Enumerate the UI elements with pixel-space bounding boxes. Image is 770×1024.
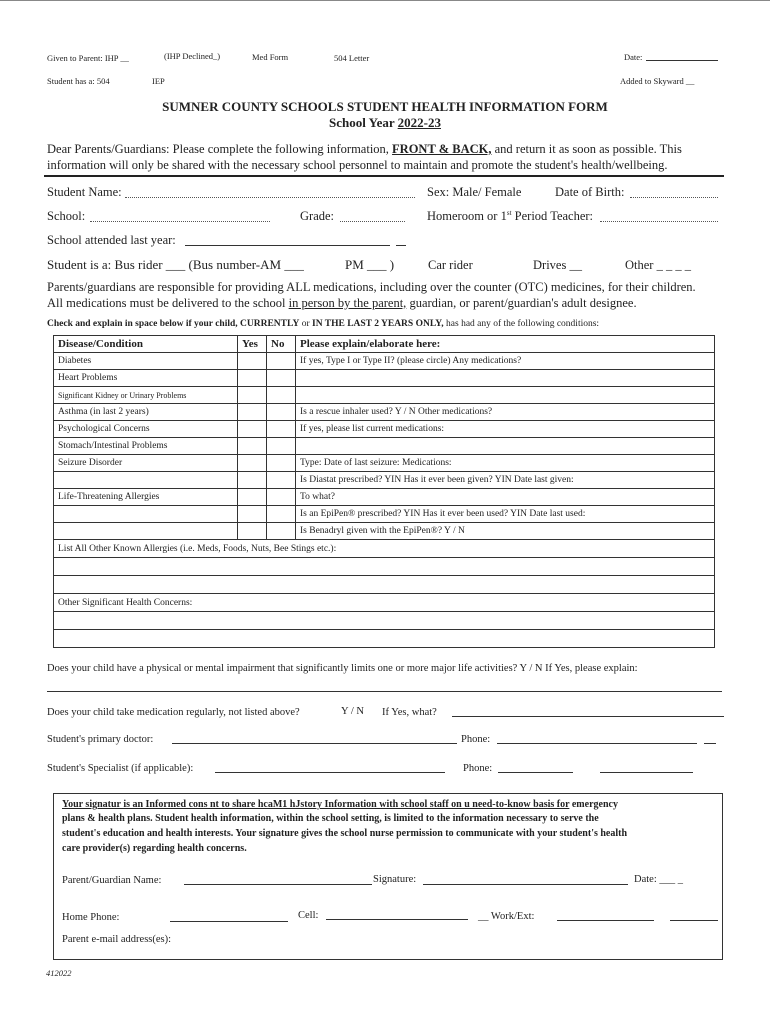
last-year-field[interactable] [185, 245, 390, 246]
signature-label: Signature: [373, 874, 417, 885]
yes-checkbox[interactable] [238, 404, 267, 421]
table-row [54, 472, 715, 489]
yes-checkbox[interactable] [238, 421, 267, 438]
table-row [54, 523, 715, 540]
student-name-field[interactable] [125, 197, 415, 198]
cell-label: Cell: [298, 910, 319, 921]
specialist-label: Student's Specialist (if applicable): [47, 763, 194, 774]
other-concerns-label: Other Significant Health Concerns: [54, 594, 715, 612]
table-row [54, 455, 715, 472]
condition-heart: Heart Problems [54, 370, 238, 387]
consent-line-4: care provider(s) regarding health concerns. [62, 843, 247, 854]
explain-cell[interactable]: Type: Date of last seizure: Medications: [296, 455, 715, 472]
grade-field[interactable] [340, 221, 405, 222]
table-header-row [54, 336, 715, 353]
transport-label: Student is a: Bus rider ___ (Bus number-AM ___ [47, 257, 304, 272]
dob-label: Date of Birth: [555, 185, 625, 199]
header-no: No [267, 336, 296, 353]
header-explain: Please explain/elaborate here: [296, 336, 715, 353]
signature-date[interactable]: Date: ___ _ [634, 874, 683, 885]
page-top-border [0, 0, 770, 5]
given-to-parent: Given to Parent: IHP __ [47, 53, 129, 63]
consent-line-3: student's education and health interests. Your signature gives the school nurse permission to communicate with your student's health [62, 828, 628, 839]
guardian-name-field[interactable] [184, 884, 372, 885]
consent-line-1 [62, 799, 618, 810]
cell-field[interactable] [326, 919, 468, 920]
yes-checkbox[interactable] [238, 489, 267, 506]
condition-diabetes: Diabetes [54, 353, 238, 370]
doctor-label: Student's primary doctor: [47, 734, 154, 745]
dob-field[interactable] [630, 197, 718, 198]
added-to-skyward: Added to Skyward __ [620, 76, 695, 86]
header-yes: Yes [238, 336, 267, 353]
check-b: or [299, 319, 312, 329]
guardian-name-label: Parent/Guardian Name: [62, 875, 162, 886]
table-row [54, 540, 715, 558]
school-label: School: [47, 209, 86, 223]
no-checkbox[interactable] [267, 489, 296, 506]
table-row [54, 438, 715, 455]
specialist-phone-field[interactable] [498, 772, 573, 773]
explain-cell[interactable] [296, 387, 715, 404]
condition-blank [54, 523, 238, 540]
email-label: Parent e-mail address(es): [62, 934, 172, 945]
homeroom-label [427, 209, 593, 224]
drives-option[interactable]: Drives __ [533, 258, 582, 272]
table-row [54, 404, 715, 421]
consent-emergency: emergency [569, 799, 618, 810]
form-title: SUMNER COUNTY SCHOOLS STUDENT HEALTH INFORMATION FORM [162, 99, 608, 114]
school-field[interactable] [90, 221, 270, 222]
specialist-phone-field-2[interactable] [600, 772, 693, 773]
explain-cell[interactable]: Is Benadryl given with the EpiPen®? Y / N [296, 523, 715, 540]
allergies-line-1[interactable] [54, 558, 715, 576]
homeroom-text: Homeroom or 1 [427, 209, 507, 224]
last-year-field-tail[interactable] [396, 245, 406, 246]
no-checkbox[interactable] [267, 421, 296, 438]
explain-cell[interactable]: If yes, please list current medications: [296, 421, 715, 438]
no-checkbox[interactable] [267, 353, 296, 370]
table-row [54, 612, 715, 630]
medication-if-yes: If Yes, what? [382, 707, 437, 718]
no-checkbox[interactable] [267, 455, 296, 472]
meds-note-1: Parents/guardians are responsible for providing ALL medications, including over the counter (OTC) medicines, for their children. [47, 280, 696, 294]
yes-checkbox[interactable] [238, 370, 267, 387]
doctor-phone-ext[interactable] [704, 743, 716, 744]
no-checkbox[interactable] [267, 506, 296, 523]
letter-504: 504 Letter [334, 53, 370, 63]
table-row [54, 353, 715, 370]
form-revision: 412022 [46, 968, 72, 978]
doctor-phone-label: Phone: [461, 734, 491, 745]
condition-seizure: Seizure Disorder [54, 455, 238, 472]
specialist-field[interactable] [215, 772, 445, 773]
table-row [54, 489, 715, 506]
meds-note-2 [47, 296, 637, 311]
no-checkbox[interactable] [267, 387, 296, 404]
header-date-field[interactable] [646, 60, 718, 61]
table-row [54, 558, 715, 576]
student-has: Student has a: 504 [47, 76, 110, 86]
sex-label: Sex: Male/ Female [427, 185, 522, 199]
condition-kidney: Significant Kidney or Urinary Problems [54, 387, 238, 404]
no-checkbox[interactable] [267, 370, 296, 387]
allergies-line-2[interactable] [54, 576, 715, 594]
med-form: Med Form [252, 52, 289, 62]
yes-checkbox[interactable] [238, 438, 267, 455]
check-d: has had any of the following conditions: [443, 319, 600, 329]
last-year-label: School attended last year: [47, 233, 176, 247]
explain-cell[interactable]: To what? [296, 489, 715, 506]
yes-checkbox[interactable] [238, 387, 267, 404]
yes-checkbox[interactable] [238, 353, 267, 370]
condition-asthma: Asthma (in last 2 years) [54, 404, 238, 421]
homeroom-field[interactable] [600, 221, 718, 222]
car-rider-option[interactable]: Car rider [428, 258, 473, 272]
no-checkbox[interactable] [267, 472, 296, 489]
work-ext-field[interactable] [670, 920, 718, 921]
yes-checkbox[interactable] [238, 506, 267, 523]
explain-cell[interactable] [296, 438, 715, 455]
impairment-question: Does your child have a physical or mental impairment that significantly limits one or more major life activities? Y / N If Yes, please explain: [47, 663, 638, 674]
meds-note-2a: All medications must be delivered to the school [47, 296, 289, 310]
consent-underlined: Your signatur is an Informed cons nt to share hcaM1 hJstory Information with school staff on u need-to-know basis for [62, 799, 570, 810]
condition-blank [54, 472, 238, 489]
intro-line-1 [47, 142, 682, 157]
home-phone-field[interactable] [170, 921, 288, 922]
header-condition: Disease/Condition [54, 336, 238, 353]
intro-text-a: Dear Parents/Guardians: Please complete the following information, [47, 142, 393, 156]
consent-line-2: plans & health plans. Student health information, within the school setting, is limited to the information necessary to serve the [62, 813, 599, 824]
yes-checkbox[interactable] [238, 455, 267, 472]
table-row [54, 387, 715, 404]
table-row [54, 421, 715, 438]
explain-cell[interactable]: If yes, Type I or Type II? (please circle) Any medications? [296, 353, 715, 370]
doctor-field[interactable] [172, 743, 457, 744]
intro-text-c: and return it as soon as possible. This [491, 142, 682, 156]
explain-cell[interactable]: Is Diastat prescribed? YIN Has it ever been given? YIN Date last given: [296, 472, 715, 489]
iep-label: IEP [152, 76, 165, 86]
condition-allergies: Life-Threatening Allergies [54, 489, 238, 506]
medication-yn[interactable]: Y / N [341, 706, 364, 717]
specialist-phone-label: Phone: [463, 763, 493, 774]
table-row [54, 576, 715, 594]
front-and-back: FRONT & BACK, [392, 142, 492, 156]
impairment-answer-field[interactable] [47, 691, 722, 692]
table-row [54, 594, 715, 612]
condition-psychological: Psychological Concerns [54, 421, 238, 438]
check-c: IN THE LAST 2 YEARS ONLY, [312, 319, 444, 329]
table-row [54, 506, 715, 523]
school-year [0, 115, 770, 131]
other-option[interactable]: Other _ _ _ _ [625, 258, 691, 272]
explain-cell[interactable] [296, 370, 715, 387]
school-year-prefix: School Year [329, 115, 398, 130]
signature-field[interactable] [423, 884, 628, 885]
in-person-by-parent: in person by the parent, [288, 296, 407, 310]
header-date-label: Date: [624, 52, 643, 62]
meds-note-2c: guardian, or parent/guardian's adult designee. [406, 296, 637, 310]
home-phone-label: Home Phone: [62, 912, 120, 923]
grade-label: Grade: [300, 209, 335, 223]
check-a: Check and explain in space below if your child, CURRENTLY [47, 319, 300, 329]
student-name-label: Student Name: [47, 185, 122, 199]
homeroom-tail: Period Teacher: [511, 209, 594, 224]
homeroom-sup: st [506, 209, 512, 217]
table-row [54, 370, 715, 387]
yes-checkbox[interactable] [238, 523, 267, 540]
pm-label: PM ___ ) [345, 257, 395, 272]
other-concerns-line-2[interactable] [54, 630, 715, 648]
intro-divider [44, 175, 724, 177]
explain-cell[interactable]: Is a rescue inhaler used? Y / N Other medications? [296, 404, 715, 421]
intro-line-2: information will only be shared with the necessary school personnel to maintain and promote the student's health/wellbeing. [47, 158, 668, 172]
no-checkbox[interactable] [267, 438, 296, 455]
school-year-value: 2022-23 [397, 115, 441, 130]
other-concerns-line-1[interactable] [54, 612, 715, 630]
no-checkbox[interactable] [267, 523, 296, 540]
condition-stomach: Stomach/Intestinal Problems [54, 438, 238, 455]
explain-cell[interactable]: Is an EpiPen® prescribed? YIN Has it ever been used? YIN Date last used: [296, 506, 715, 523]
doctor-phone-field[interactable] [497, 743, 697, 744]
allergies-list-label: List All Other Known Allergies (i.e. Meds, Foods, Nuts, Bee Stings etc.): [54, 540, 715, 558]
medication-question: Does your child take medication regularly, not listed above? [47, 707, 300, 718]
yes-checkbox[interactable] [238, 472, 267, 489]
condition-blank [54, 506, 238, 523]
no-checkbox[interactable] [267, 404, 296, 421]
ihp-declined: (IHP Declined_) [164, 51, 221, 61]
medication-answer-field[interactable] [452, 716, 724, 717]
conditions-table [53, 335, 715, 648]
work-field[interactable] [557, 920, 654, 921]
check-instructions [47, 319, 599, 329]
table-row [54, 630, 715, 648]
work-label: __ Work/Ext: [478, 911, 535, 922]
